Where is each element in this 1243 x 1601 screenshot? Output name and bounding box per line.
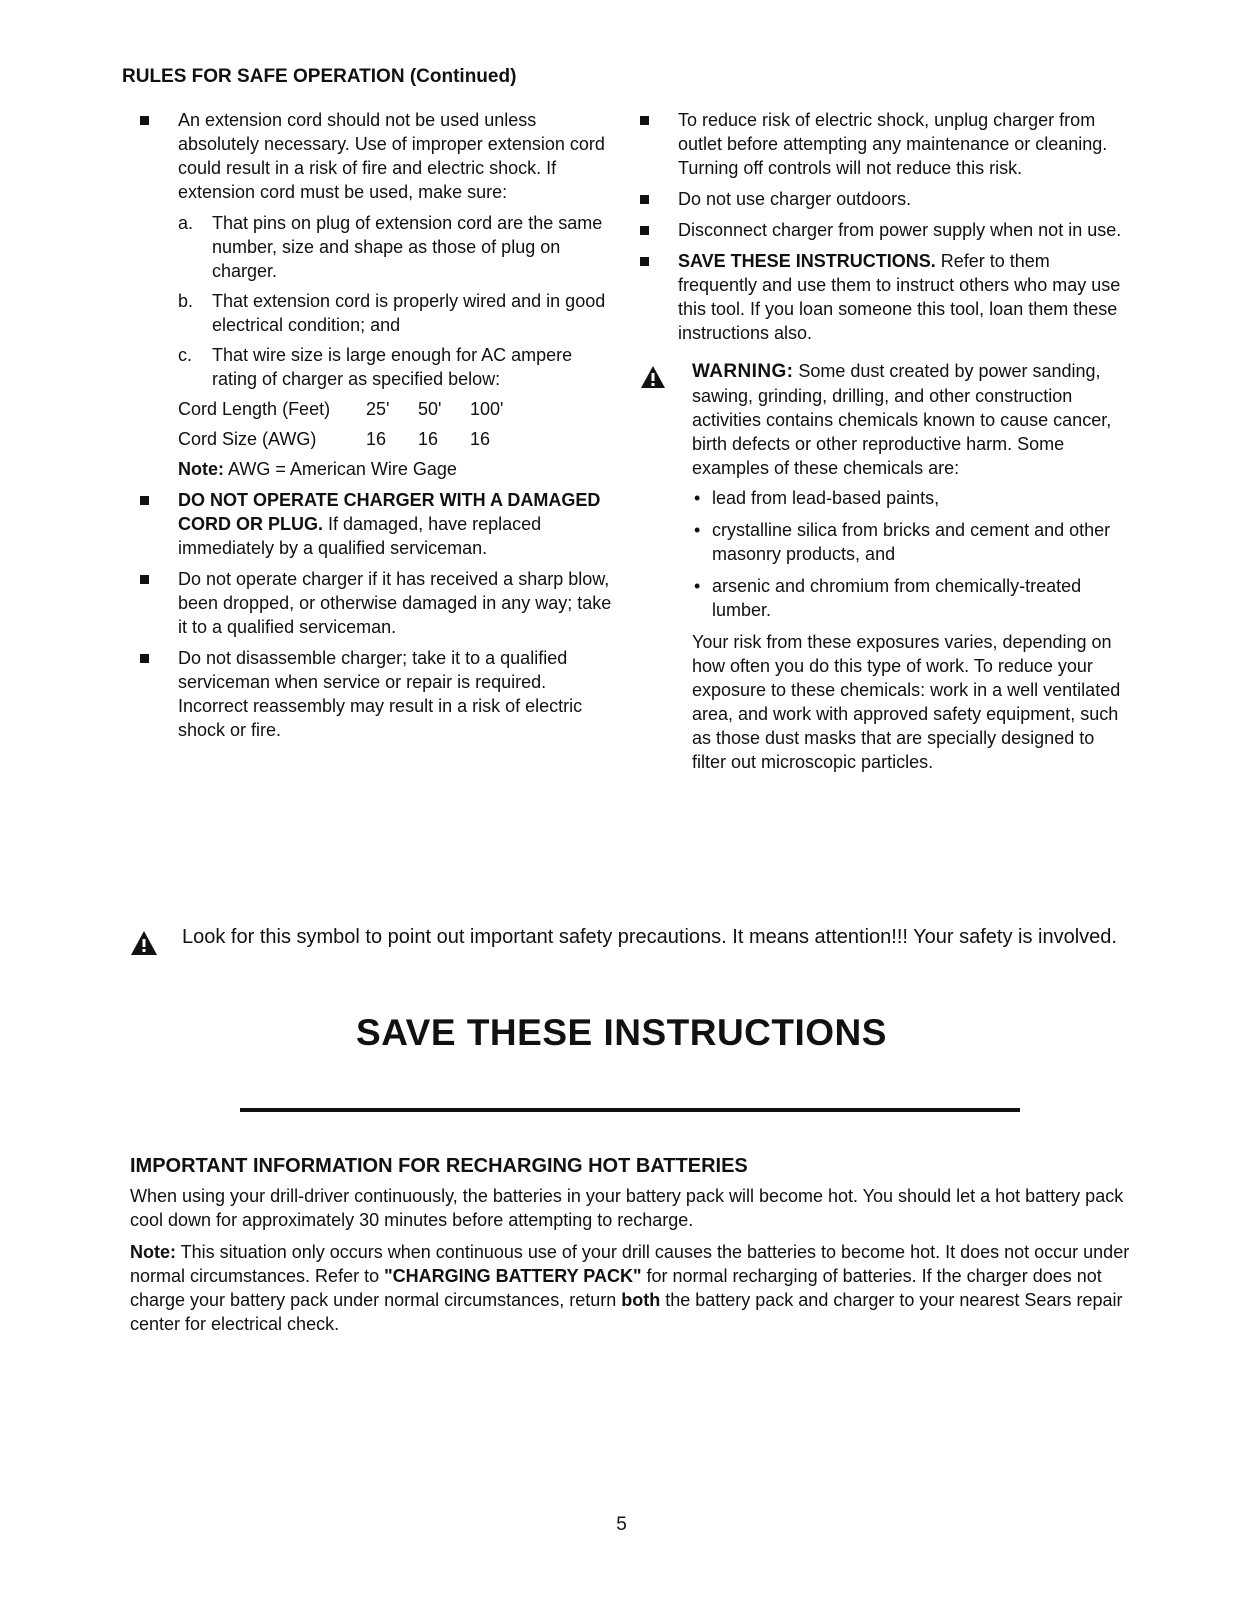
disassemble-text: Do not disassemble charger; take it to a qualified serviceman when service or repair is required. Incorrect reassembly may result in a risk of electric shock or fire. xyxy=(178,648,583,740)
sub-item-letter: a. xyxy=(178,213,194,233)
info-paragraph: When using your drill-driver continuously, the batteries in your battery pack will become hot. You should let a hot battery pack cool down for approximately 30 minutes before attempting to recharge. xyxy=(130,1186,1124,1230)
info-note-paragraph xyxy=(130,1240,1130,1336)
cord-length-value: 25' xyxy=(366,399,390,419)
warning-text: Some dust created by power sanding, sawing, grinding, drilling, and other construction activities contains chemicals known to cause cancer, birth defects or other reproductive harm. Some examples of these chemicals are: xyxy=(692,361,1112,478)
sub-item-a xyxy=(178,211,620,283)
cord-length-value: 50' xyxy=(418,399,442,419)
chemical-list-item xyxy=(692,574,1130,622)
risk-text: Your risk from these exposures varies, depending on how often you do this type of work. To reduce your exposure to these chemicals: work in a well ventilated area, and work with approved safety equipment, such as those dust masks that are specially designed to filter out microscopic particles. xyxy=(692,632,1121,772)
note-label: Note: xyxy=(178,459,224,479)
extension-cord-text: An extension cord should not be used unless absolutely necessary. Use of improper extension cord could result in a risk of fire and electric shock. If extension cord must be used, make sure: xyxy=(178,110,605,202)
cord-size-label: Cord Size (AWG) xyxy=(178,429,317,449)
charging-battery-pack-ref: "CHARGING BATTERY PACK" xyxy=(384,1266,642,1286)
list-item-disassemble xyxy=(140,646,620,742)
sharp-blow-text: Do not operate charger if it has received a sharp blow, been dropped, or otherwise damaged in any way; take it to a qualified serviceman. xyxy=(178,569,612,637)
square-bullet-icon xyxy=(640,116,649,125)
list-item-unplug xyxy=(640,108,1130,180)
square-bullet-icon xyxy=(640,226,649,235)
square-bullet-icon xyxy=(140,654,149,663)
square-bullet-icon xyxy=(640,257,649,266)
sub-item-b xyxy=(178,289,620,337)
cord-size-row xyxy=(178,427,620,451)
warning-triangle-icon xyxy=(640,365,666,389)
both-emphasis: both xyxy=(621,1290,661,1310)
chemical-text: arsenic and chromium from chemically-treated lumber. xyxy=(712,576,1082,620)
symbol-note-text: Look for this symbol to point out important safety precautions. It means attention!!! Your safety is involved. xyxy=(182,926,1117,948)
page-number: 5 xyxy=(616,1514,627,1535)
dot-bullet-icon: • xyxy=(694,488,701,508)
square-bullet-icon xyxy=(140,116,149,125)
sub-item-text: That wire size is large enough for AC ampere rating of charger as specified below: xyxy=(212,345,573,389)
list-item-sharp-blow xyxy=(140,567,620,639)
cord-size-value: 16 xyxy=(470,429,491,449)
warning-block xyxy=(640,359,1130,774)
symbol-note xyxy=(130,924,1120,950)
damaged-cord-text: If damaged, have replaced immediately by a qualified serviceman. xyxy=(178,514,542,558)
dot-bullet-icon: • xyxy=(694,520,701,540)
square-bullet-icon xyxy=(140,575,149,584)
note-text: AWG = American Wire Gage xyxy=(224,459,457,479)
list-item-damaged-cord xyxy=(140,488,620,560)
info-body xyxy=(130,1184,1130,1344)
square-bullet-icon xyxy=(640,195,649,204)
square-bullet-icon xyxy=(140,496,149,505)
chemical-list-item xyxy=(692,486,1130,510)
list-item-outdoors xyxy=(640,187,1130,211)
info-title: IMPORTANT INFORMATION FOR RECHARGING HOT BATTERIES xyxy=(130,1155,748,1177)
left-column xyxy=(140,108,620,749)
cord-size-value: 16 xyxy=(418,429,439,449)
divider-rule xyxy=(240,1108,1020,1112)
awg-note xyxy=(178,457,620,481)
right-column xyxy=(640,108,1130,774)
list-item-save-instructions xyxy=(640,249,1130,345)
damaged-cord-bold: DO NOT OPERATE CHARGER WITH A DAMAGED CORD OR PLUG. xyxy=(178,490,601,534)
cord-length-label: Cord Length (Feet) xyxy=(178,399,331,419)
warning-label: WARNING: xyxy=(692,361,794,382)
sub-item-c xyxy=(178,343,620,391)
sub-item-letter: b. xyxy=(178,291,194,311)
cord-length-row xyxy=(178,397,620,421)
cord-size-value: 16 xyxy=(366,429,387,449)
save-instructions-bold: SAVE THESE INSTRUCTIONS. xyxy=(678,251,936,271)
note-text: This situation only occurs when continuous use of your drill causes the batteries to become hot. It does not occur under normal circumstances. Refer to xyxy=(130,1242,1130,1286)
sub-item-letter: c. xyxy=(178,345,193,365)
dot-bullet-icon: • xyxy=(694,576,701,596)
note-label: Note: xyxy=(130,1242,176,1262)
note-text: for normal recharging of batteries. If the charger does not charge your battery pack under normal circumstances, return xyxy=(130,1266,1102,1310)
sub-item-text: That pins on plug of extension cord are the same number, size and shape as those of plug on charger. xyxy=(212,213,603,281)
chemical-text: lead from lead-based paints, xyxy=(712,488,940,508)
note-text: the battery pack and charger to your nearest Sears repair center for electrical check. xyxy=(130,1290,1123,1334)
outdoors-text: Do not use charger outdoors. xyxy=(678,189,912,209)
chemical-list-item xyxy=(692,518,1130,566)
chemical-text: crystalline silica from bricks and cement and other masonry products, and xyxy=(712,520,1111,564)
disconnect-text: Disconnect charger from power supply when not in use. xyxy=(678,220,1122,240)
save-instructions-heading: SAVE THESE INSTRUCTIONS xyxy=(356,1012,887,1053)
list-item-extension-cord xyxy=(140,108,620,204)
section-title: RULES FOR SAFE OPERATION (Continued) xyxy=(122,66,517,87)
save-instructions-text: Refer to them frequently and use them to instruct others who may use this tool. If you loan someone this tool, loan them these instructions also. xyxy=(678,251,1121,343)
unplug-text: To reduce risk of electric shock, unplug charger from outlet before attempting any maintenance or cleaning. Turning off controls will not reduce this risk. xyxy=(678,110,1108,178)
sub-item-text: That extension cord is properly wired and in good electrical condition; and xyxy=(212,291,606,335)
list-item-disconnect xyxy=(640,218,1130,242)
cord-length-value: 100' xyxy=(470,399,504,419)
